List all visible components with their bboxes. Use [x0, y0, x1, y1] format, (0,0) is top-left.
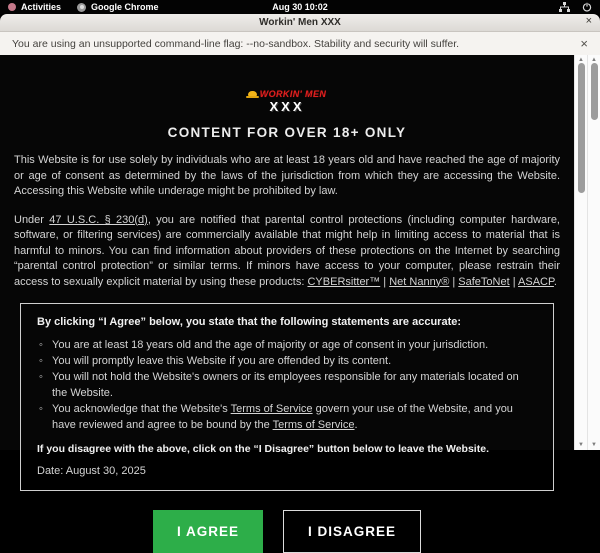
date-line: Date: August 30, 2025 [37, 465, 146, 477]
disagree-note: If you disagree with the above, click on the “I Disagree” button below to leave the Website. [37, 443, 489, 455]
list-item [37, 369, 537, 401]
i-disagree-button[interactable]: I DISAGREE [283, 510, 421, 553]
hardhat-icon [248, 91, 257, 96]
terms-of-service-link-2[interactable]: Terms of Service [272, 419, 355, 431]
parental-controls-paragraph [14, 213, 560, 291]
statement-text: You acknowledge that the Website's [52, 403, 231, 415]
flag-warning-message: You are using an unsupported command-line flag: --no-sandbox. Stability and security will suffer. [12, 37, 460, 50]
safetonet-link[interactable]: SafeToNet [458, 275, 510, 288]
product-separator: | [380, 275, 390, 288]
scroll-down-icon[interactable]: ▼ [591, 442, 597, 448]
power-icon[interactable] [582, 2, 592, 12]
page-title: CONTENT FOR OVER 18+ ONLY [167, 125, 407, 140]
age-statement-paragraph: This Website is for use solely by individuals who are at least 18 years old and have reached the age of majority or age of consent as determined by the laws of the jurisdiction from which they are accessing the Website. Accessing this Website while underage might be prohibited by law. [14, 154, 560, 197]
site-logo [14, 83, 560, 114]
activities-button[interactable] [8, 2, 61, 12]
statement-text: You will promptly leave this Website if you are offended by its content. [52, 355, 392, 367]
netnanny-link[interactable]: Net Nanny® [389, 275, 450, 288]
infobar-close-icon[interactable]: × [580, 36, 588, 51]
asacp-link[interactable]: ASACP [518, 275, 554, 288]
chrome-icon [77, 3, 86, 12]
activities-label: Activities [21, 2, 62, 12]
logo-brand-text: WORKIN' MEN [259, 88, 327, 99]
scroll-up-icon[interactable]: ▲ [591, 57, 597, 63]
list-item [37, 353, 537, 369]
gnome-top-bar [0, 0, 600, 14]
usc-230d-link[interactable]: 47 U.S.C. § 230(d) [49, 213, 148, 226]
statement-text: . [354, 419, 358, 431]
para2-text: . [553, 275, 557, 288]
window-scrollbar[interactable] [587, 55, 600, 450]
para2-text: Under [14, 213, 50, 226]
i-agree-button[interactable]: I AGREE [153, 510, 263, 553]
scroll-up-icon[interactable]: ▲ [578, 57, 584, 63]
app-menu-label: Google Chrome [91, 2, 159, 12]
consent-buttons [14, 510, 560, 553]
list-item [37, 337, 537, 353]
statement-text: You will not hold the Website's owners or its employees responsible for any materials located on the Website. [52, 371, 519, 399]
product-separator: | [509, 275, 519, 288]
logo-xxx-text: XXX [269, 99, 305, 114]
clock[interactable]: Aug 30 10:02 [272, 2, 328, 12]
window-title: Workin' Men XXX [259, 17, 341, 28]
statement-text: govern your use of the Website, and you have reviewed and agree to be bound by the [52, 403, 513, 431]
list-item [37, 401, 537, 433]
flag-warning-bar [0, 32, 600, 55]
agreement-box [20, 303, 554, 491]
window-scrollbar-thumb[interactable] [591, 63, 598, 120]
agreement-intro: By clicking “I Agree” below, you state that the following statements are accurate: [37, 316, 462, 328]
network-icon[interactable] [559, 2, 570, 12]
app-menu-button[interactable] [77, 2, 159, 12]
page-scrollbar[interactable] [574, 55, 587, 450]
page-scrollbar-thumb[interactable] [578, 63, 585, 193]
window-close-icon[interactable]: × [585, 15, 592, 27]
para2-text: , you are notified that parental control protections (including computer hardware, software, or filtering services) are commercially available that might help in limiting access to material that is harmful to minors. You can find information about providers of these protections on the Internet by searching “parental control protection” or similar terms. If minors have access to your computer, please restrain their access to sexually explicit material by using these products: [14, 213, 560, 288]
window-titlebar[interactable] [0, 14, 600, 32]
activities-indicator-icon [8, 3, 16, 11]
agreement-statements-list [37, 337, 537, 433]
age-verification-page [0, 55, 574, 539]
terms-of-service-link[interactable]: Terms of Service [230, 403, 313, 415]
cybersitter-link[interactable]: CYBERsitter™ [307, 275, 381, 288]
scroll-down-icon[interactable]: ▼ [578, 442, 584, 448]
product-separator: | [449, 275, 459, 288]
statement-text: You are at least 18 years old and the age of majority or age of consent in your jurisdiction. [52, 339, 489, 351]
